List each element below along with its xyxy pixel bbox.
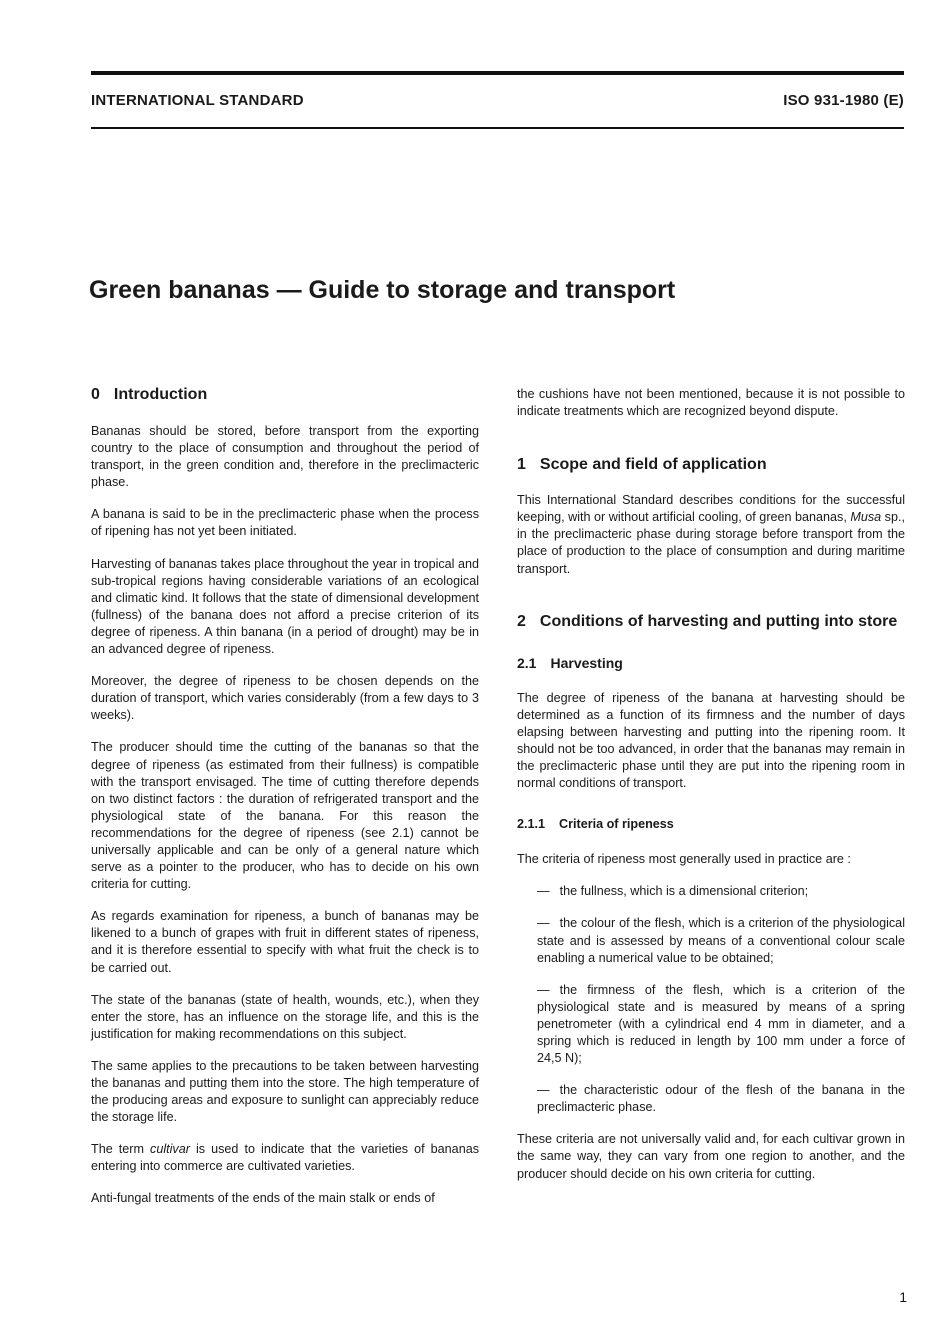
document-title: Green bananas — Guide to storage and transport bbox=[89, 276, 676, 304]
criteria-text: the colour of the flesh, which is a criterion of the physiological state and is assessed by means of a conventional colour scale enabling a numerical value to be obtained; bbox=[537, 916, 905, 965]
criteria-intro: The criteria of ripeness most generally used in practice are : bbox=[517, 852, 851, 867]
section-title: Conditions of harvesting and putting into store bbox=[539, 612, 898, 630]
criteria-item bbox=[537, 1082, 905, 1116]
section-2-1-1-heading bbox=[517, 816, 905, 833]
criteria-text: the firmness of the flesh, which is a criterion of the physiological state and is measured by means of a spring penetrometer (with a cylindrical end 4 mm in diameter, and a spring which is reduced in length by 100 mm under a force of 24,5 N); bbox=[537, 982, 905, 1066]
harvesting-paragraph: The degree of ripeness of the banana at harvesting should be determined as a function of its firmness and the number of days elapsing between harvesting and putting into the ripening room. It should not be too advanced, in order that the bananas may remain in the preclimacteric phase until they are put into the ripening room in normal conditions of transport. bbox=[517, 690, 905, 791]
header-standard-number: ISO 931-1980 (E) bbox=[783, 92, 904, 109]
criteria-item bbox=[537, 883, 905, 900]
paragraph: The producer should time the cutting of the bananas so that the degree of ripeness (as estimated from their fullness) is compatible with the transport envisaged. The time of cutting therefore depends on two distinct factors : the duration of refrigerated transport and the physiological state of the banana. For this reason the recommendations for the degree of ripeness (see 2.1) cannot be universally applicable and can be only of a general nature which serve as a pointer to the producer, who has to decide on his own criteria for cutting. bbox=[91, 740, 479, 892]
paragraph: Harvesting of bananas takes place throughout the year in tropical and sub-tropical regions having considerable variations of an ecological and climatic kind. It follows that the state of dimensional development (fullness) of the banana does not afford a precise criterion of its degree of ripeness. A thin banana (in a period of drought) may be in an advanced degree of ripeness. bbox=[91, 556, 479, 657]
section-number: 1 bbox=[517, 456, 526, 474]
section-number: 2.1 bbox=[517, 654, 537, 671]
text-run: sp., in the preclimacteric phase during storage before transport from the place of production to the place of consumption and during maritime transport. bbox=[517, 510, 905, 576]
section-number: 2 bbox=[517, 612, 526, 630]
dash-bullet: — bbox=[537, 982, 550, 997]
text-run: is used to indicate that the varieties of bananas entering into commerce are cultivated varieties. bbox=[91, 1142, 479, 1174]
paragraph: Bananas should be stored, before transport from the exporting country to the place of consumption and throughout the period of transport, in the green condition and, therefore in the preclimacteric phase. bbox=[91, 424, 479, 490]
italic-genus: Musa bbox=[850, 510, 882, 525]
cultivar-paragraph bbox=[91, 1141, 479, 1175]
criteria-item bbox=[537, 982, 905, 1067]
paragraph: A banana is said to be in the preclimacteric phase when the process of ripening has not yet been initiated. bbox=[91, 507, 479, 539]
criteria-text: the fullness, which is a dimensional criterion; bbox=[559, 884, 809, 899]
section-2-1-heading bbox=[517, 655, 905, 672]
section-title: Harvesting bbox=[550, 654, 623, 671]
criteria-item bbox=[537, 915, 905, 966]
section-number: 2.1.1 bbox=[517, 817, 546, 832]
dash-bullet: — bbox=[537, 1083, 550, 1098]
top-rule bbox=[91, 71, 904, 75]
page-number: 1 bbox=[899, 1289, 907, 1305]
section-title: Scope and field of application bbox=[539, 456, 767, 474]
text-run: This International Standard describes conditions for the successful keeping, with or without artificial cooling, of green bananas, bbox=[517, 493, 905, 525]
header-rule bbox=[91, 127, 904, 129]
scope-paragraph bbox=[517, 492, 905, 577]
section-0-heading bbox=[91, 386, 479, 404]
section-title: Criteria of ripeness bbox=[559, 817, 674, 832]
closing-paragraph: These criteria are not universally valid and, for each cultivar grown in the same way, they can vary from one region to another, and the producer should decide on his own criteria for cutting. bbox=[517, 1132, 905, 1181]
section-number: 0 bbox=[91, 386, 100, 403]
continuation-paragraph: the cushions have not been mentioned, because it is not possible to indicate treatments which are recognized beyond dispute. bbox=[517, 387, 905, 419]
paragraph: The same applies to the precautions to be taken between harvesting the bananas and putting them into the store. The high temperature of the producing areas and exposure to sunlight can appreciably reduce the storage life. bbox=[91, 1058, 479, 1125]
dash-bullet: — bbox=[537, 916, 550, 931]
header-standard-label: INTERNATIONAL STANDARD bbox=[91, 92, 304, 109]
paragraph: The state of the bananas (state of health, wounds, etc.), when they enter the store, has an influence on the storage life, and this is the justification for making recommendations on this subject. bbox=[91, 992, 479, 1041]
text-run: The term bbox=[91, 1142, 151, 1157]
criteria-text: the characteristic odour of the flesh of the banana in the preclimacteric phase. bbox=[537, 1083, 905, 1115]
right-column bbox=[517, 386, 905, 1198]
left-column bbox=[91, 386, 479, 1223]
dash-bullet: — bbox=[537, 884, 550, 899]
paragraph: Moreover, the degree of ripeness to be chosen depends on the duration of transport, which varies considerably (from a few days to 3 weeks). bbox=[91, 674, 479, 723]
paragraph: As regards examination for ripeness, a bunch of bananas may be likened to a bunch of grapes with fruit in different states of ripeness, and it is therefore essential to specify with what fruit the check is to be carried out. bbox=[91, 909, 479, 975]
paragraph: Anti-fungal treatments of the ends of the main stalk or ends of bbox=[91, 1191, 435, 1206]
section-2-heading bbox=[517, 613, 905, 631]
section-title: Introduction bbox=[113, 386, 208, 403]
italic-term: cultivar bbox=[150, 1142, 190, 1157]
section-1-heading bbox=[517, 456, 905, 474]
